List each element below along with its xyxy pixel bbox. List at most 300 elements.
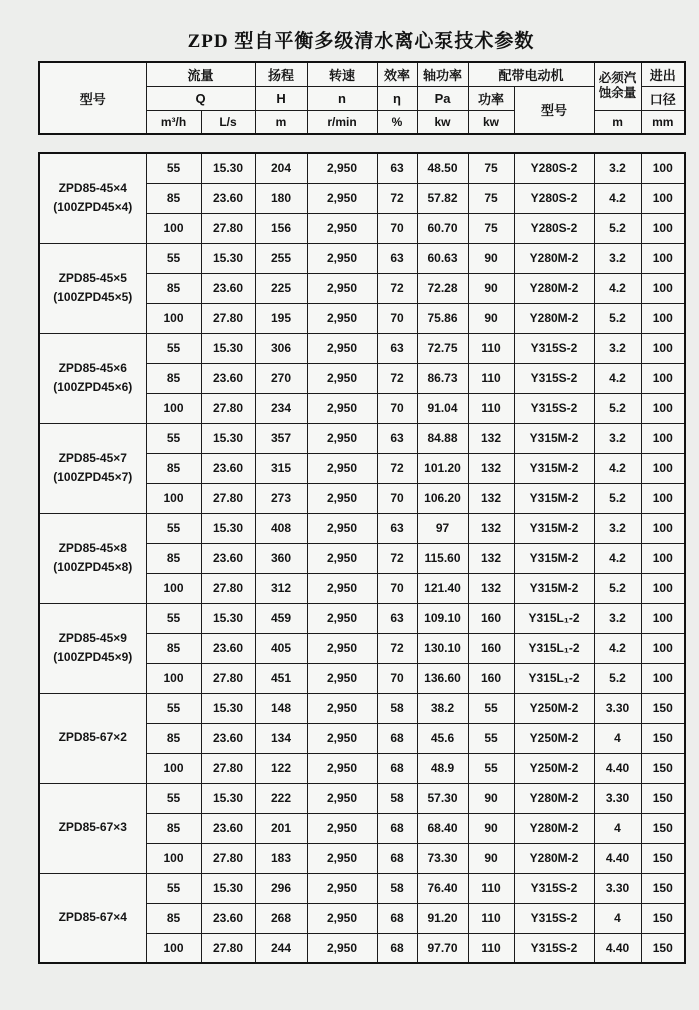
pump-model-line: (100ZPD45×8) <box>53 560 133 574</box>
data-cell: 2,950 <box>307 483 377 513</box>
data-cell: 85 <box>146 903 201 933</box>
data-cell: 4.40 <box>594 933 641 963</box>
data-cell: 15.30 <box>201 153 255 183</box>
data-cell: 15.30 <box>201 873 255 903</box>
data-cell: Y315M-2 <box>514 453 594 483</box>
data-cell: 27.80 <box>201 663 255 693</box>
data-cell: 3.30 <box>594 873 641 903</box>
col-header-shaft-power: 轴功率 <box>417 62 468 86</box>
data-cell: 15.30 <box>201 513 255 543</box>
data-cell: 2,950 <box>307 273 377 303</box>
data-cell: 90 <box>468 843 514 873</box>
pump-model-line: (100ZPD45×5) <box>53 290 133 304</box>
data-cell: 2,950 <box>307 213 377 243</box>
data-cell: 132 <box>468 483 514 513</box>
data-cell: 408 <box>255 513 307 543</box>
data-cell: 234 <box>255 393 307 423</box>
data-cell: 27.80 <box>201 933 255 963</box>
data-cell: 2,950 <box>307 813 377 843</box>
data-cell: Y250M-2 <box>514 693 594 723</box>
data-cell: 76.40 <box>417 873 468 903</box>
pump-model-cell <box>39 603 146 693</box>
data-cell: 2,950 <box>307 243 377 273</box>
data-cell: 150 <box>641 903 685 933</box>
data-cell: 268 <box>255 903 307 933</box>
pump-model-cell <box>39 333 146 423</box>
data-cell: 4.40 <box>594 843 641 873</box>
pump-model-line: ZPD85-45×4 <box>58 181 127 196</box>
data-cell: 3.2 <box>594 243 641 273</box>
data-cell: Y315S-2 <box>514 873 594 903</box>
data-cell: 68 <box>377 723 417 753</box>
data-cell: 150 <box>641 753 685 783</box>
data-cell: 160 <box>468 663 514 693</box>
data-cell: Y315M-2 <box>514 483 594 513</box>
data-cell: 315 <box>255 453 307 483</box>
pump-model-line: ZPD85-67×4 <box>58 910 127 925</box>
data-cell: 4.2 <box>594 183 641 213</box>
data-cell: 2,950 <box>307 423 377 453</box>
col-header-motor: 配带电动机 <box>468 62 594 86</box>
data-cell: 100 <box>146 393 201 423</box>
document-page <box>0 26 699 1010</box>
data-cell: 97.70 <box>417 933 468 963</box>
data-cell: 3.30 <box>594 783 641 813</box>
data-cell: 150 <box>641 873 685 903</box>
data-cell: 68 <box>377 813 417 843</box>
col-header-speed: 转速 <box>307 62 377 86</box>
data-cell: 255 <box>255 243 307 273</box>
unit-head: m <box>255 110 307 134</box>
data-cell: 75 <box>468 183 514 213</box>
data-cell: 110 <box>468 873 514 903</box>
data-cell: 100 <box>146 933 201 963</box>
data-cell: 225 <box>255 273 307 303</box>
data-cell: 85 <box>146 273 201 303</box>
data-cell: 72 <box>377 453 417 483</box>
data-cell: 160 <box>468 633 514 663</box>
data-cell: 55 <box>146 153 201 183</box>
data-cell: Y280M-2 <box>514 813 594 843</box>
data-cell: 110 <box>468 333 514 363</box>
data-cell: 60.70 <box>417 213 468 243</box>
data-cell: 2,950 <box>307 183 377 213</box>
data-cell: 70 <box>377 573 417 603</box>
data-cell: 23.60 <box>201 183 255 213</box>
table-row <box>39 243 685 273</box>
data-cell: 85 <box>146 453 201 483</box>
data-cell: 2,950 <box>307 723 377 753</box>
data-cell: 312 <box>255 573 307 603</box>
pump-model-cell <box>39 873 146 963</box>
page-title: ZPD 型自平衡多级清水离心泵技术参数 <box>187 31 535 52</box>
data-cell: 100 <box>146 573 201 603</box>
data-cell: 23.60 <box>201 723 255 753</box>
data-cell: 27.80 <box>201 753 255 783</box>
pump-model-cell <box>39 513 146 603</box>
data-cell: 134 <box>255 723 307 753</box>
data-cell: 85 <box>146 363 201 393</box>
data-cell: 100 <box>641 573 685 603</box>
table-row <box>39 873 685 903</box>
data-cell: 55 <box>146 513 201 543</box>
data-cell: 100 <box>641 603 685 633</box>
data-cell: 100 <box>146 843 201 873</box>
data-cell: 160 <box>468 603 514 633</box>
table-row <box>39 423 685 453</box>
data-cell: 72 <box>377 363 417 393</box>
data-cell: 3.2 <box>594 333 641 363</box>
unit-flow-ls: L/s <box>201 110 255 134</box>
data-cell: 63 <box>377 153 417 183</box>
data-cell: 100 <box>641 453 685 483</box>
data-cell: 2,950 <box>307 303 377 333</box>
data-cell: 58 <box>377 873 417 903</box>
data-cell: 55 <box>468 753 514 783</box>
data-cell: 100 <box>641 333 685 363</box>
data-cell: 63 <box>377 243 417 273</box>
data-cell: 72.28 <box>417 273 468 303</box>
data-cell: 55 <box>146 783 201 813</box>
col-header-port: 进出 <box>641 62 685 86</box>
data-cell: 273 <box>255 483 307 513</box>
data-cell: 100 <box>641 663 685 693</box>
data-cell: 68 <box>377 843 417 873</box>
table-row <box>39 153 685 183</box>
data-cell: 2,950 <box>307 603 377 633</box>
data-cell: 90 <box>468 783 514 813</box>
data-cell: 58 <box>377 783 417 813</box>
data-cell: 23.60 <box>201 903 255 933</box>
data-cell: 60.63 <box>417 243 468 273</box>
data-cell: Y280M-2 <box>514 243 594 273</box>
data-cell: 136.60 <box>417 663 468 693</box>
data-cell: 86.73 <box>417 363 468 393</box>
data-cell: 459 <box>255 603 307 633</box>
data-cell: 90 <box>468 303 514 333</box>
data-cell: 2,950 <box>307 513 377 543</box>
pump-model-cell <box>39 153 146 243</box>
data-cell: 109.10 <box>417 603 468 633</box>
data-cell: 4.40 <box>594 753 641 783</box>
col-header-npsh: 必须汽蚀余量 <box>594 62 641 110</box>
col-header-flow: 流量 <box>146 62 255 86</box>
data-cell: 5.2 <box>594 483 641 513</box>
data-cell: 4 <box>594 723 641 753</box>
table-row <box>39 333 685 363</box>
data-cell: 68.40 <box>417 813 468 843</box>
data-cell: 91.04 <box>417 393 468 423</box>
data-cell: 110 <box>468 903 514 933</box>
pump-model-line: ZPD85-45×8 <box>58 540 127 555</box>
data-cell: Y315M-2 <box>514 543 594 573</box>
col-header-port2: 口径 <box>641 86 685 110</box>
data-cell: 2,950 <box>307 873 377 903</box>
pump-model-cell <box>39 243 146 333</box>
data-cell: 270 <box>255 363 307 393</box>
pump-model-cell <box>39 783 146 873</box>
data-cell: 4 <box>594 903 641 933</box>
pump-model-line: ZPD85-45×6 <box>58 360 127 375</box>
data-cell: 2,950 <box>307 543 377 573</box>
data-cell: 357 <box>255 423 307 453</box>
data-cell: Y315M-2 <box>514 423 594 453</box>
data-cell: 3.2 <box>594 153 641 183</box>
symbol-head: H <box>255 86 307 110</box>
data-cell: Y280S-2 <box>514 153 594 183</box>
data-cell: 75 <box>468 213 514 243</box>
col-header-head: 扬程 <box>255 62 307 86</box>
data-cell: 183 <box>255 843 307 873</box>
data-cell: 85 <box>146 813 201 843</box>
data-cell: 15.30 <box>201 243 255 273</box>
data-cell: 72.75 <box>417 333 468 363</box>
data-cell: 70 <box>377 663 417 693</box>
data-cell: 45.6 <box>417 723 468 753</box>
data-cell: 150 <box>641 813 685 843</box>
pump-model-cell <box>39 693 146 783</box>
col-header-model: 型号 <box>39 62 146 134</box>
data-cell: 23.60 <box>201 363 255 393</box>
data-cell: 55 <box>146 873 201 903</box>
data-cell: 90 <box>468 273 514 303</box>
col-header-motor-model: 型号 <box>514 86 594 134</box>
col-header-motor-power: 功率 <box>468 86 514 110</box>
data-cell: 150 <box>641 933 685 963</box>
data-cell: 115.60 <box>417 543 468 573</box>
data-cell: 23.60 <box>201 813 255 843</box>
data-cell: 4.2 <box>594 273 641 303</box>
data-cell: 63 <box>377 333 417 363</box>
data-cell: 100 <box>641 243 685 273</box>
data-cell: 15.30 <box>201 423 255 453</box>
data-cell: 55 <box>146 333 201 363</box>
data-cell: 4.2 <box>594 543 641 573</box>
unit-motor-power: kw <box>468 110 514 134</box>
data-cell: 72 <box>377 273 417 303</box>
data-cell: 2,950 <box>307 573 377 603</box>
data-cell: 5.2 <box>594 393 641 423</box>
data-cell: 2,950 <box>307 363 377 393</box>
data-cell: 306 <box>255 333 307 363</box>
unit-npsh: m <box>594 110 641 134</box>
symbol-speed: n <box>307 86 377 110</box>
data-cell: Y280S-2 <box>514 183 594 213</box>
data-cell: 106.20 <box>417 483 468 513</box>
data-cell: 23.60 <box>201 453 255 483</box>
data-cell: Y280M-2 <box>514 843 594 873</box>
data-cell: Y315S-2 <box>514 333 594 363</box>
pump-model-line: ZPD85-67×3 <box>58 820 127 835</box>
data-cell: Y315M-2 <box>514 513 594 543</box>
parameter-table <box>38 152 686 964</box>
data-cell: 2,950 <box>307 663 377 693</box>
data-cell: Y280M-2 <box>514 303 594 333</box>
data-cell: 110 <box>468 363 514 393</box>
data-cell: 100 <box>641 363 685 393</box>
data-cell: 180 <box>255 183 307 213</box>
data-cell: 2,950 <box>307 903 377 933</box>
data-cell: 122 <box>255 753 307 783</box>
data-cell: 63 <box>377 603 417 633</box>
data-cell: 100 <box>641 513 685 543</box>
data-cell: Y315S-2 <box>514 363 594 393</box>
data-cell: 4.2 <box>594 363 641 393</box>
data-cell: 15.30 <box>201 333 255 363</box>
data-cell: 100 <box>641 423 685 453</box>
data-cell: 70 <box>377 393 417 423</box>
data-cell: 63 <box>377 513 417 543</box>
data-cell: 110 <box>468 393 514 423</box>
unit-shaft-power: kw <box>417 110 468 134</box>
col-header-efficiency: 效率 <box>377 62 417 86</box>
data-cell: 97 <box>417 513 468 543</box>
data-cell: 130.10 <box>417 633 468 663</box>
data-cell: Y280M-2 <box>514 783 594 813</box>
symbol-shaft-power: Pa <box>417 86 468 110</box>
data-cell: 72 <box>377 633 417 663</box>
data-cell: 3.2 <box>594 423 641 453</box>
data-cell: 2,950 <box>307 693 377 723</box>
data-cell: 85 <box>146 633 201 663</box>
symbol-efficiency: η <box>377 86 417 110</box>
data-cell: Y315S-2 <box>514 393 594 423</box>
data-cell: 4 <box>594 813 641 843</box>
pump-model-line: (100ZPD45×6) <box>53 380 133 394</box>
data-cell: 100 <box>146 303 201 333</box>
data-cell: 100 <box>641 483 685 513</box>
data-cell: 2,950 <box>307 783 377 813</box>
data-cell: 2,950 <box>307 393 377 423</box>
data-cell: 85 <box>146 543 201 573</box>
data-cell: 201 <box>255 813 307 843</box>
data-cell: 15.30 <box>201 783 255 813</box>
data-cell: 5.2 <box>594 663 641 693</box>
data-cell: 75.86 <box>417 303 468 333</box>
data-cell: 70 <box>377 303 417 333</box>
data-cell: 100 <box>146 753 201 783</box>
data-cell: Y315L₁-2 <box>514 633 594 663</box>
data-cell: 405 <box>255 633 307 663</box>
data-cell: 132 <box>468 513 514 543</box>
table-row <box>39 603 685 633</box>
unit-speed: r/min <box>307 110 377 134</box>
pump-model-cell <box>39 423 146 513</box>
data-cell: Y315L₁-2 <box>514 663 594 693</box>
unit-port: mm <box>641 110 685 134</box>
data-cell: 90 <box>468 243 514 273</box>
data-cell: 58 <box>377 693 417 723</box>
symbol-flow: Q <box>146 86 255 110</box>
data-cell: 204 <box>255 153 307 183</box>
data-cell: 70 <box>377 213 417 243</box>
data-cell: Y315S-2 <box>514 933 594 963</box>
data-cell: 27.80 <box>201 843 255 873</box>
data-cell: 100 <box>641 213 685 243</box>
data-cell: 2,950 <box>307 933 377 963</box>
table-row <box>39 693 685 723</box>
data-cell: 2,950 <box>307 333 377 363</box>
data-cell: 148 <box>255 693 307 723</box>
data-cell: 55 <box>146 693 201 723</box>
data-cell: 85 <box>146 723 201 753</box>
data-cell: 100 <box>641 303 685 333</box>
data-cell: 2,950 <box>307 153 377 183</box>
data-cell: 75 <box>468 153 514 183</box>
data-cell: Y315L₁-2 <box>514 603 594 633</box>
data-cell: 68 <box>377 753 417 783</box>
data-cell: 57.82 <box>417 183 468 213</box>
data-cell: 57.30 <box>417 783 468 813</box>
data-cell: 132 <box>468 543 514 573</box>
pump-model-line: (100ZPD45×7) <box>53 470 133 484</box>
pump-model-line: ZPD85-45×5 <box>58 270 127 285</box>
data-cell: 91.20 <box>417 903 468 933</box>
data-cell: 23.60 <box>201 273 255 303</box>
table-row <box>39 783 685 813</box>
data-cell: 100 <box>146 483 201 513</box>
data-cell: 27.80 <box>201 483 255 513</box>
data-cell: 48.50 <box>417 153 468 183</box>
data-cell: 5.2 <box>594 213 641 243</box>
data-cell: 100 <box>641 543 685 573</box>
data-cell: 244 <box>255 933 307 963</box>
data-cell: 3.30 <box>594 693 641 723</box>
data-cell: 121.40 <box>417 573 468 603</box>
data-cell: 5.2 <box>594 573 641 603</box>
data-cell: 70 <box>377 483 417 513</box>
data-cell: 23.60 <box>201 633 255 663</box>
data-cell: 156 <box>255 213 307 243</box>
data-cell: 84.88 <box>417 423 468 453</box>
data-cell: 55 <box>468 723 514 753</box>
data-cell: Y315S-2 <box>514 903 594 933</box>
data-cell: 451 <box>255 663 307 693</box>
data-cell: 4.2 <box>594 633 641 663</box>
data-cell: 100 <box>641 183 685 213</box>
table-content <box>38 26 684 964</box>
data-cell: 27.80 <box>201 213 255 243</box>
data-cell: 2,950 <box>307 633 377 663</box>
pump-table-body <box>39 153 685 963</box>
data-cell: 68 <box>377 903 417 933</box>
data-cell: 55 <box>146 423 201 453</box>
data-cell: 132 <box>468 453 514 483</box>
data-cell: Y315M-2 <box>514 573 594 603</box>
header-table <box>38 61 686 135</box>
data-cell: 150 <box>641 723 685 753</box>
data-cell: 150 <box>641 843 685 873</box>
data-cell: 23.60 <box>201 543 255 573</box>
pump-model-line: (100ZPD45×4) <box>53 200 133 215</box>
table-row <box>39 513 685 543</box>
data-cell: 85 <box>146 183 201 213</box>
data-cell: 73.30 <box>417 843 468 873</box>
data-cell: Y280S-2 <box>514 213 594 243</box>
data-cell: 132 <box>468 573 514 603</box>
data-cell: 150 <box>641 783 685 813</box>
data-cell: 27.80 <box>201 393 255 423</box>
data-cell: 100 <box>641 393 685 423</box>
data-cell: 110 <box>468 933 514 963</box>
data-cell: 360 <box>255 543 307 573</box>
data-cell: 55 <box>146 243 201 273</box>
data-cell: 2,950 <box>307 753 377 783</box>
data-cell: 48.9 <box>417 753 468 783</box>
unit-efficiency: % <box>377 110 417 134</box>
data-cell: 72 <box>377 183 417 213</box>
data-cell: 3.2 <box>594 603 641 633</box>
